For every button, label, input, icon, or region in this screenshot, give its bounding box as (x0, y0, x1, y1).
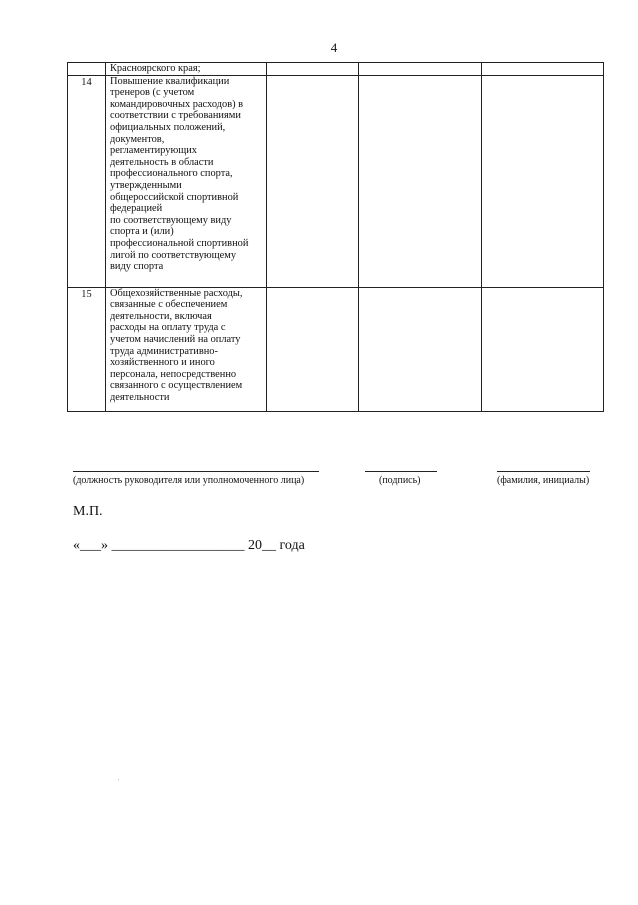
description-line: официальных положений, (110, 121, 226, 133)
name-caption: (фамилия, инициалы) (497, 475, 590, 486)
signature-caption: (подпись) (379, 475, 421, 486)
stamp-label: М.П. (73, 504, 103, 519)
page-number: 4 (330, 40, 338, 55)
position-caption: (должность руководителя или уполномоченного лица) (73, 475, 305, 486)
description-line: соответствии с требованиями (110, 110, 241, 122)
description-line: документов, (110, 133, 165, 145)
description-line: по соответствующему виду (110, 214, 232, 226)
row-number (68, 63, 106, 76)
value-cell (359, 287, 482, 411)
date-line: «___» ___________________ 20__ года (73, 538, 305, 553)
description-line: утвержденными (110, 179, 182, 191)
value-cell (359, 63, 482, 76)
value-cell (482, 287, 604, 411)
value-cell (267, 75, 359, 287)
description-line: связанные с обеспечением (110, 299, 228, 311)
description-line: труда административно- (110, 345, 218, 357)
row-description (106, 75, 267, 287)
description-line: виду спорта (110, 261, 164, 273)
description-line: профессиональной спортивной (110, 237, 249, 249)
description-line: лигой по соответствующему (110, 249, 237, 261)
description-line: Общехозяйственные расходы, (110, 287, 243, 299)
signature-line (365, 471, 437, 472)
description-line: учетом начислений на оплату (110, 333, 241, 345)
table-row (68, 75, 604, 287)
name-signature-line (497, 471, 590, 472)
description-line: Красноярского края; (110, 63, 201, 74)
description-line: расходы на оплату труда с (110, 322, 226, 334)
description-line: командировочных расходов) в (110, 98, 244, 110)
description-line: связанного с осуществлением (110, 380, 243, 392)
table-body (68, 63, 604, 412)
value-cell (267, 287, 359, 411)
description-line: профессионального спорта, (110, 168, 233, 180)
value-cell (482, 75, 604, 287)
row-number: 15 (68, 287, 106, 411)
description-line: регламентирующих (110, 145, 197, 157)
description-line: деятельности (110, 391, 170, 403)
value-cell (267, 63, 359, 76)
description-line: деятельность в области (110, 156, 214, 168)
expenses-table (67, 62, 604, 412)
description-line: Повышение квалификации (110, 75, 230, 87)
description-line: тренеров (с учетом (110, 87, 195, 99)
value-cell (359, 75, 482, 287)
description-line: персонала, непосредственно (110, 368, 237, 380)
row-number: 14 (68, 75, 106, 287)
table-row (68, 287, 604, 411)
description-line: хозяйственного и иного (110, 357, 215, 369)
position-signature-line (73, 471, 319, 472)
value-cell (482, 63, 604, 76)
description-line: общероссийской спортивной (110, 191, 239, 203)
row-description (106, 63, 267, 76)
row-description (106, 287, 267, 411)
description-line: спорта и (или) (110, 226, 174, 238)
description-line: деятельности, включая (110, 310, 212, 322)
scan-speck (118, 779, 119, 780)
table-row (68, 63, 604, 76)
description-line: федерацией (110, 203, 163, 215)
